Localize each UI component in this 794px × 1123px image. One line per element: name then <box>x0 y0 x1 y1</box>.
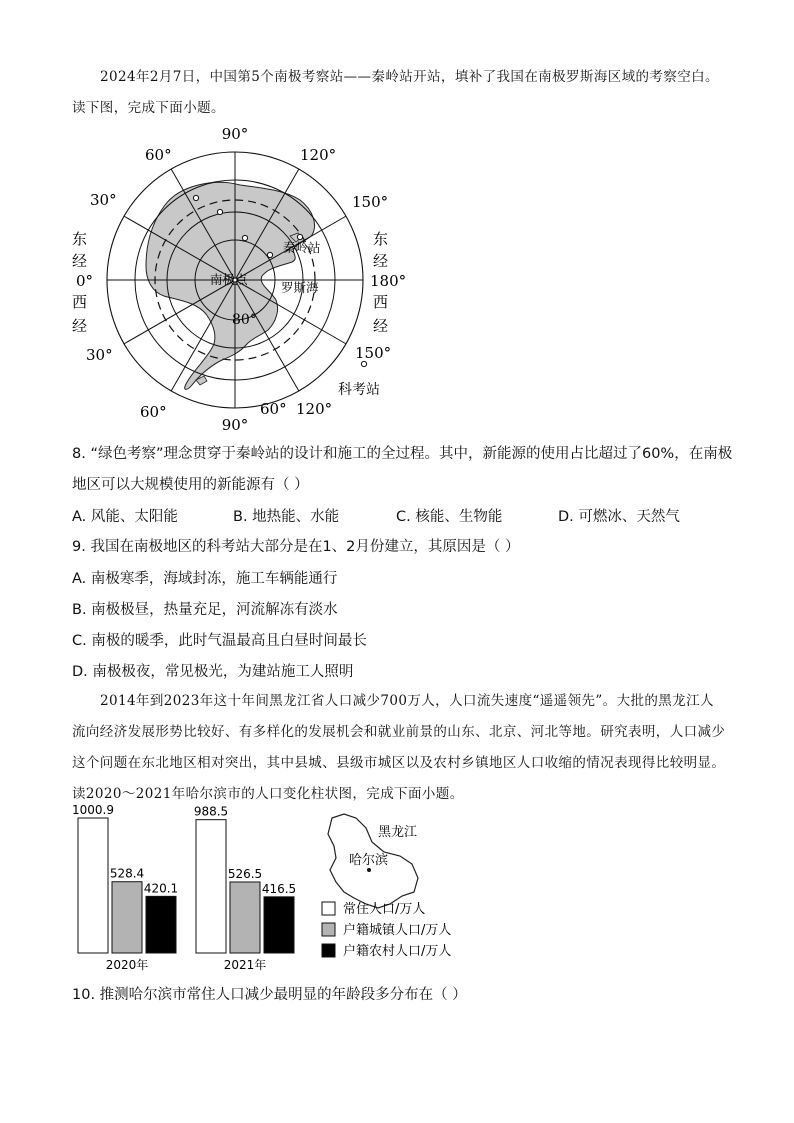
label-ross-sea: 罗斯海 <box>281 280 319 295</box>
value-label-2021年-0: 988.5 <box>193 804 229 819</box>
q9-option-c[interactable]: C. 南极的暖季，此时气温最高且白昼时间最长 <box>72 633 367 649</box>
label-150-lower-right: 150° <box>355 344 392 362</box>
label-60-bottom: 60° <box>260 400 287 418</box>
label-120-bottom: 120° <box>296 400 333 418</box>
chart-legend <box>322 901 451 959</box>
bar-2020年-2 <box>146 896 176 953</box>
legend-swatch-0 <box>322 902 335 915</box>
value-label-2021年-2: 416.5 <box>261 881 297 896</box>
intro-paragraph-2: 2014年到2023年这十年间黑龙江省人口减少700万人，人口流失速度“遥遥领先”。大批的黑龙江人流向经济发展形势比较好、有多样化的发展机会和就业前景的山东、北京、河北等地。研究表明，人口减少这个问题在东北地区相对突出，其中县城、县级市城区以及农村乡镇地区人口收缩的情况表现得比较明显。读2020～2021年哈尔滨市的人口变化柱状图，完成下面小题。 <box>72 693 726 802</box>
label-west-right-1: 西 <box>373 293 389 311</box>
label-qinling-station: 秦岭站 <box>283 240 321 255</box>
label-90-top: 90° <box>221 125 249 143</box>
label-east-right-2: 经 <box>373 252 389 270</box>
inset-label-heilongjiang: 黑龙江 <box>378 825 418 840</box>
q8-option-c[interactable]: C. 核能、生物能 <box>396 509 503 525</box>
heilongjiang-inset-map <box>328 814 418 908</box>
q9-option-a[interactable]: A. 南极寒季，海域封冻，施工车辆能通行 <box>72 571 338 587</box>
label-west-right-2: 经 <box>373 317 389 335</box>
q9-stem: 9. 我国在南极地区的科考站大部分是在1、2月份建立，其原因是（ ） <box>72 539 520 555</box>
q8-option-b[interactable]: B. 地热能、水能 <box>233 509 340 525</box>
legend-label-0: 常住人口/万人 <box>343 902 426 917</box>
legend-label-1: 户籍城镇人口/万人 <box>343 923 452 938</box>
q9-option-b[interactable]: B. 南极极昼，热量充足，河流解冻有淡水 <box>72 602 338 618</box>
intro-paragraph-1: 2024年2月7日，中国第5个南极考察站——秦岭站开站，填补了我国在南极罗斯海区域的考察空白。读下图，完成下面小题。 <box>72 69 719 116</box>
label-30-left: 30° <box>90 191 117 209</box>
label-80-lat: 80° <box>232 312 257 328</box>
population-bar-chart <box>66 803 486 973</box>
antarctica-map <box>66 122 407 434</box>
label-south-pole: 南极点 <box>210 272 248 287</box>
value-label-2020年-1: 528.4 <box>109 866 145 881</box>
bar-2021年-1 <box>230 882 260 953</box>
q9-option-d[interactable]: D. 南极极夜，常见极光，为建站施工人照明 <box>72 664 354 680</box>
inset-label-harbin: 哈尔滨 <box>349 853 389 868</box>
label-180: 180° <box>370 272 407 290</box>
label-east-left-1: 东 <box>72 230 88 248</box>
category-label-1: 2021年 <box>223 958 267 972</box>
q8-stem-line-1: 8. “绿色考察”理念贯穿于秦岭站的设计和施工的全过程。其中，新能源的使用占比超过了60%，在南极 <box>72 446 733 462</box>
label-30-lower-left: 30° <box>86 346 113 364</box>
legend-station-label: 科考站 <box>338 382 380 398</box>
label-west-left-1: 西 <box>72 293 88 311</box>
label-60-lower-left: 60° <box>140 403 167 421</box>
label-120-upper: 120° <box>300 146 337 164</box>
legend-swatch-2 <box>322 944 335 957</box>
label-90-bottom: 90° <box>221 416 249 434</box>
bar-2020年-0 <box>78 818 108 953</box>
q8-option-d[interactable]: D. 可燃冰、天然气 <box>558 509 680 525</box>
label-150-right: 150° <box>352 193 389 211</box>
label-east-left-2: 经 <box>72 252 88 270</box>
q8-stem-line-2: 地区可以大规模使用的新能源有（ ） <box>72 477 309 493</box>
label-60-upper: 60° <box>145 146 172 164</box>
label-east-right-1: 东 <box>373 230 389 248</box>
bar-2021年-2 <box>264 897 294 953</box>
legend-swatch-1 <box>322 923 335 936</box>
value-label-2020年-2: 420.1 <box>143 881 179 896</box>
bar-2021年-0 <box>196 820 226 953</box>
value-label-2021年-1: 526.5 <box>227 866 263 881</box>
q10-stem: 10. 推测哈尔滨市常住人口减少最明显的年龄段多分布在（ ） <box>72 987 467 1003</box>
q8-option-a[interactable]: A. 风能、太阳能 <box>72 509 178 525</box>
value-label-2020年-0: 1000.9 <box>72 803 114 817</box>
category-label-0: 2020年 <box>105 958 149 972</box>
legend-label-2: 户籍农村人口/万人 <box>343 944 452 959</box>
label-0: 0° <box>76 272 94 290</box>
label-west-left-2: 经 <box>72 317 88 335</box>
bar-2020年-1 <box>112 882 142 953</box>
